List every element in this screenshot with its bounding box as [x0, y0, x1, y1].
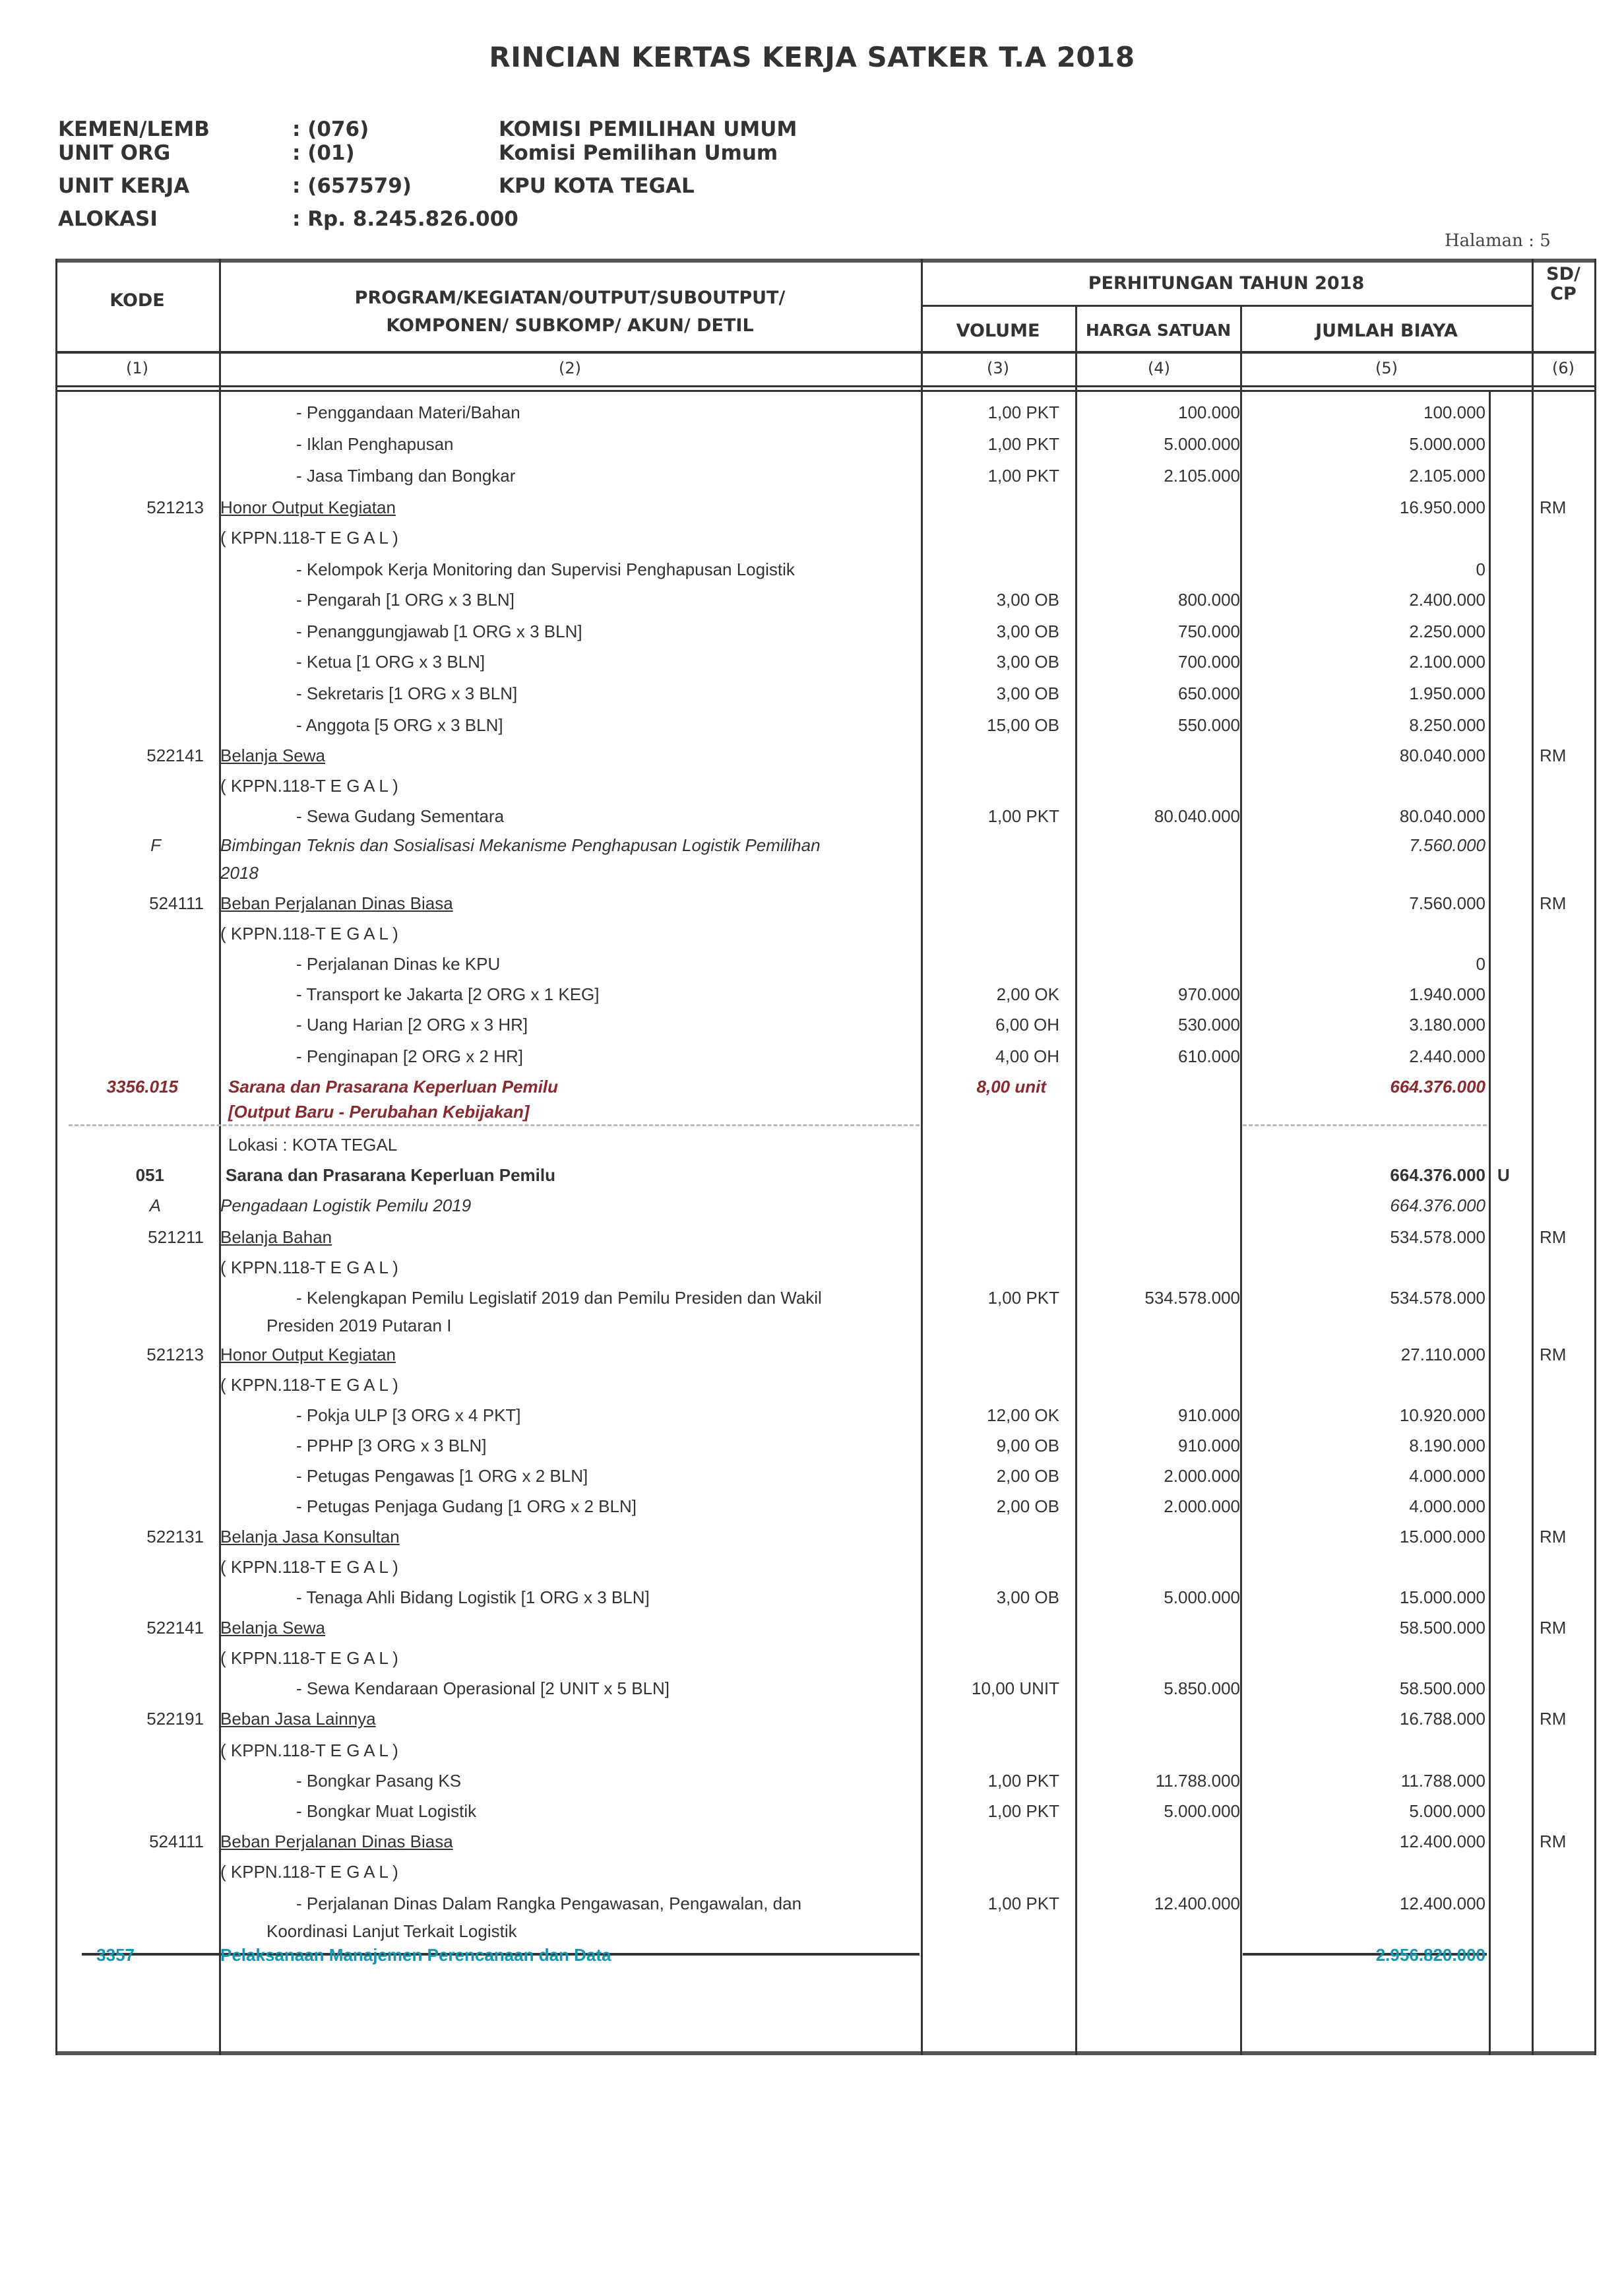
table-row: [55, 740, 1596, 771]
cell-desc: - Penanggungjawab [1 ORG x 3 BLN]: [296, 622, 582, 641]
cell-jumlah: 0: [1476, 559, 1485, 579]
table-row: [55, 461, 1596, 491]
cell-jumlah: 12.400.000: [1399, 1832, 1485, 1851]
cell-desc: Honor Output Kegiatan: [220, 1345, 396, 1364]
cell-jumlah: 2.100.000: [1409, 652, 1485, 672]
cell-desc: - Petugas Pengawas [1 ORG x 2 BLN]: [296, 1466, 588, 1486]
document-title: RINCIAN KERTAS KERJA SATKER T.A 2018: [489, 41, 1135, 73]
table-row: [55, 1673, 1596, 1704]
cell-vol: 3,00 OB: [996, 1587, 1059, 1607]
cell-jumlah: 534.578.000: [1390, 1227, 1485, 1247]
cell-vol: 6,00 OH: [995, 1015, 1059, 1035]
page-separator: :: [1528, 231, 1540, 251]
meta-label: ALOKASI: [58, 207, 158, 231]
cell-kode: 051: [135, 1165, 164, 1185]
table-row: [55, 616, 1596, 647]
colnum-4: (4): [1148, 359, 1170, 377]
table-top-rule: [55, 259, 1596, 263]
cell-desc: - Ketua [1 ORG x 3 BLN]: [296, 652, 485, 672]
cell-harga: 610.000: [1178, 1046, 1240, 1066]
cell-kode: 522191: [146, 1709, 204, 1729]
table-row: [55, 1160, 1596, 1190]
cell-desc: - Bongkar Muat Logistik: [296, 1801, 477, 1821]
cell-vol: 1,00 PKT: [987, 1771, 1059, 1791]
table-row: [55, 1704, 1596, 1734]
cell-jumlah: 664.376.000: [1390, 1165, 1485, 1185]
cell-kode: 522131: [146, 1527, 204, 1547]
cell-harga: 11.788.000: [1155, 1771, 1240, 1791]
table-row: [55, 1222, 1596, 1252]
cell-desc: ( KPPN.118-T E G A L ): [220, 1375, 398, 1395]
cell-harga: 12.400.000: [1154, 1894, 1240, 1913]
table-row: [55, 1009, 1596, 1040]
cell-harga: 5.000.000: [1164, 434, 1240, 454]
table-row: [55, 492, 1596, 523]
table-row: [55, 1766, 1596, 1796]
header-volume: VOLUME: [956, 321, 1040, 341]
cell-jumlah: 16.788.000: [1399, 1709, 1485, 1729]
cell-vol: 1,00 PKT: [987, 402, 1059, 422]
cell-sd: RM: [1540, 1527, 1567, 1547]
cell-desc: - Iklan Penghapusan: [296, 434, 454, 454]
cell-kode: 521211: [148, 1227, 204, 1247]
cell-vol: 12,00 OK: [987, 1405, 1059, 1425]
cell-kode: A: [149, 1196, 161, 1215]
cell-vol: 2,00 OB: [996, 1466, 1059, 1486]
cell-jumlah: 534.578.000: [1390, 1288, 1485, 1308]
cell-desc: ( KPPN.118-T E G A L ): [220, 924, 398, 943]
cell-desc: Sarana dan Prasarana Keperluan Pemilu: [228, 1077, 558, 1097]
cell-vol: 1,00 PKT: [987, 1801, 1059, 1821]
cell-desc: - Sewa Gudang Sementara: [296, 806, 505, 826]
cell-desc: - Pokja ULP [3 ORG x 4 PKT]: [296, 1405, 521, 1425]
table-row: [55, 1461, 1596, 1491]
table-row: [55, 1735, 1596, 1766]
cell-desc: - Kelompok Kerja Monitoring dan Supervisi Penghapusan Logistik: [296, 559, 795, 579]
cell-jumlah: 2.440.000: [1409, 1046, 1485, 1066]
header-sdcp-line2: CP: [1550, 284, 1577, 304]
cell-harga: 5.000.000: [1164, 1587, 1240, 1607]
cell-desc: 2018: [220, 863, 259, 883]
table-row: [55, 1339, 1596, 1370]
cell-jumlah: 15.000.000: [1399, 1527, 1485, 1547]
cell-desc: - Penggandaan Materi/Bahan: [296, 402, 520, 422]
header-jumlah-biaya: JUMLAH BIAYA: [1315, 321, 1458, 341]
cell-desc: Beban Jasa Lainnya: [220, 1709, 376, 1729]
cell-desc: Belanja Bahan: [220, 1227, 332, 1247]
cell-harga: 800.000: [1178, 590, 1240, 610]
table-row: [55, 918, 1596, 949]
cell-desc: Bimbingan Teknis dan Sosialisasi Mekanisme Penghapusan Logistik Pemilihan: [220, 835, 821, 855]
cell-harga: 100.000: [1178, 402, 1240, 422]
table-row: [55, 1370, 1596, 1400]
cell-sd: RM: [1540, 1345, 1567, 1364]
meta-label: KEMEN/LEMB: [58, 117, 210, 141]
cell-desc: - Anggota [5 ORG x 3 BLN]: [296, 715, 503, 735]
table-row: [55, 1310, 1596, 1341]
page-value: 5: [1540, 231, 1551, 251]
meta-name: Komisi Pemilihan Umum: [499, 141, 778, 165]
cell-desc: ( KPPN.118-T E G A L ): [220, 1648, 398, 1668]
cell-desc: Presiden 2019 Putaran I: [266, 1316, 452, 1335]
cell-jumlah: 8.190.000: [1409, 1436, 1485, 1455]
meta-code: : (01): [292, 141, 355, 165]
cell-jumlah: 4.000.000: [1409, 1466, 1485, 1486]
cell-desc: Pengadaan Logistik Pemilu 2019: [220, 1196, 472, 1215]
table-row: [55, 1521, 1596, 1552]
cell-sd: RM: [1540, 893, 1567, 913]
cell-vol: 1,00 PKT: [987, 466, 1059, 486]
table-row: [55, 1612, 1596, 1643]
page-number: [1445, 231, 1551, 251]
cell-vol: 2,00 OB: [996, 1496, 1059, 1516]
table-row: [55, 554, 1596, 585]
cell-vol: 9,00 OB: [996, 1436, 1059, 1455]
colnum-1: (1): [126, 359, 148, 377]
cell-kode: F: [150, 835, 161, 855]
cell-jumlah: 16.950.000: [1399, 497, 1485, 517]
cell-jumlah: 15.000.000: [1399, 1587, 1485, 1607]
cell-desc: Belanja Sewa: [220, 746, 325, 765]
table-row: [55, 397, 1596, 428]
cell-kode: 3356.015: [106, 1077, 178, 1097]
cell-harga: 2.000.000: [1164, 1496, 1240, 1516]
header-sub-rule: [921, 305, 1532, 307]
cell-sd: RM: [1540, 1709, 1567, 1729]
cell-harga: 80.040.000: [1154, 806, 1240, 826]
cell-harga: 534.578.000: [1144, 1288, 1240, 1308]
cell-desc: - Sekretaris [1 ORG x 3 BLN]: [296, 684, 518, 703]
cell-jumlah: 7.560.000: [1409, 835, 1485, 855]
cell-desc: Beban Perjalanan Dinas Biasa: [220, 1832, 453, 1851]
table-row: [55, 771, 1596, 801]
cell-desc: ( KPPN.118-T E G A L ): [220, 1258, 398, 1277]
meta-label: UNIT ORG: [58, 141, 171, 165]
cell-jumlah: 2.250.000: [1409, 622, 1485, 641]
cell-desc: Belanja Sewa: [220, 1618, 325, 1638]
cell-jumlah: 3.180.000: [1409, 1015, 1485, 1035]
table-row: [55, 1857, 1596, 1887]
cell-jumlah: 4.000.000: [1409, 1496, 1485, 1516]
cell-harga: 910.000: [1178, 1405, 1240, 1425]
table-row: [55, 1041, 1596, 1071]
table-row: [55, 830, 1596, 860]
colnum-bottom-rule: [55, 385, 1596, 387]
cell-jumlah: 58.500.000: [1399, 1618, 1485, 1638]
cell-kode: 3357: [96, 1945, 135, 1965]
cell-desc: Koordinasi Lanjut Terkait Logistik: [266, 1921, 517, 1941]
cell-desc: Belanja Jasa Konsultan: [220, 1527, 400, 1547]
table-row: [55, 1097, 1596, 1127]
cell-kode: 524111: [149, 893, 204, 913]
budget-table: [55, 259, 1596, 2055]
table-row: [55, 1940, 1596, 1970]
cell-harga: 530.000: [1178, 1015, 1240, 1035]
table-row: [55, 1888, 1596, 1919]
table-row: [55, 1796, 1596, 1826]
cell-harga: 5.850.000: [1164, 1678, 1240, 1698]
table-row: [55, 949, 1596, 979]
cell-desc: Pelaksanaan Manajemen Perencanaan dan Data: [220, 1945, 611, 1965]
table-row: [55, 710, 1596, 740]
cell-kode: 522141: [146, 746, 204, 765]
cell-sd: RM: [1540, 1618, 1567, 1638]
table-row: [55, 678, 1596, 709]
table-row: [55, 1190, 1596, 1221]
cell-desc: - Petugas Penjaga Gudang [1 ORG x 2 BLN]: [296, 1496, 637, 1516]
table-row: [55, 1283, 1596, 1313]
cell-desc: Sarana dan Prasarana Keperluan Pemilu: [226, 1165, 555, 1185]
cell-harga: 700.000: [1178, 652, 1240, 672]
colnum-2: (2): [559, 359, 581, 377]
cell-jumlah: 7.560.000: [1409, 893, 1485, 913]
cell-harga: 750.000: [1178, 622, 1240, 641]
meta-name: KOMISI PEMILIHAN UMUM: [499, 117, 797, 141]
cell-vol: 10,00 UNIT: [972, 1678, 1059, 1698]
table-row: [55, 801, 1596, 831]
cell-vol: 3,00 OB: [996, 684, 1059, 703]
cell-jumlah: 5.000.000: [1409, 434, 1485, 454]
colnum-6: (6): [1552, 359, 1575, 377]
table-row: [55, 888, 1596, 918]
header-perhitungan: PERHITUNGAN TAHUN 2018: [1088, 273, 1365, 294]
cell-jumlah: 1.940.000: [1409, 984, 1485, 1004]
cell-vol: 3,00 OB: [996, 590, 1059, 610]
meta-code: : (657579): [292, 174, 412, 198]
cell-vol: 3,00 OB: [996, 622, 1059, 641]
cell-desc: [Output Baru - Perubahan Kebijakan]: [228, 1102, 530, 1122]
header-program-line2: KOMPONEN/ SUBKOMP/ AKUN/ DETIL: [386, 315, 754, 336]
cell-kode: 524111: [149, 1832, 204, 1851]
colnum-bottom-rule-2: [55, 390, 1596, 392]
table-row: [55, 1430, 1596, 1461]
cell-jumlah: 8.250.000: [1409, 715, 1485, 735]
cell-desc: ( KPPN.118-T E G A L ): [220, 1557, 398, 1577]
cell-jumlah: 2.105.000: [1409, 466, 1485, 486]
table-row: [55, 429, 1596, 459]
colnum-3: (3): [987, 359, 1009, 377]
cell-jumlah: 100.000: [1423, 402, 1485, 422]
cell-vol: 1,00 PKT: [987, 1894, 1059, 1913]
meta-label: UNIT KERJA: [58, 174, 190, 198]
cell-vol: 1,00 PKT: [987, 1288, 1059, 1308]
cell-vol: 3,00 OB: [996, 652, 1059, 672]
header-program-line1: PROGRAM/KEGIATAN/OUTPUT/SUBOUTPUT/: [354, 288, 786, 308]
cell-jumlah: 80.040.000: [1399, 806, 1485, 826]
cell-desc: ( KPPN.118-T E G A L ): [220, 1740, 398, 1760]
cell-jumlah: 0: [1476, 954, 1485, 974]
cell-desc: - Sewa Kendaraan Operasional [2 UNIT x 5 BLN]: [296, 1678, 670, 1698]
cell-kode: 522141: [146, 1618, 204, 1638]
cell-harga: 650.000: [1178, 684, 1240, 703]
cell-jumlah: 27.110.000: [1400, 1345, 1485, 1364]
cell-desc: ( KPPN.118-T E G A L ): [220, 776, 398, 796]
cell-harga: 2.105.000: [1164, 466, 1240, 486]
cell-sd: RM: [1540, 1227, 1567, 1247]
table-row: [55, 1582, 1596, 1612]
cell-jumlah: 2.400.000: [1409, 590, 1485, 610]
cell-jumlah: 11.788.000: [1400, 1771, 1485, 1791]
cell-desc: ( KPPN.118-T E G A L ): [220, 528, 398, 548]
cell-desc: - Perjalanan Dinas ke KPU: [296, 954, 501, 974]
cell-u: U: [1497, 1165, 1510, 1185]
table-row: [55, 523, 1596, 553]
colnum-5: (5): [1375, 359, 1398, 377]
page-label: Halaman: [1445, 231, 1523, 251]
cell-jumlah: 5.000.000: [1409, 1801, 1485, 1821]
cell-jumlah: 1.950.000: [1409, 684, 1485, 703]
cell-jumlah: 80.040.000: [1399, 746, 1485, 765]
table-row: [55, 979, 1596, 1009]
cell-desc: - Tenaga Ahli Bidang Logistik [1 ORG x 3 BLN]: [296, 1587, 650, 1607]
cell-desc: - Kelengkapan Pemilu Legislatif 2019 dan Pemilu Presiden dan Wakil: [296, 1288, 822, 1308]
cell-desc: Lokasi : KOTA TEGAL: [228, 1135, 398, 1155]
cell-sd: RM: [1540, 746, 1567, 765]
cell-desc: - Pengarah [1 ORG x 3 BLN]: [296, 590, 515, 610]
table-row: [55, 1643, 1596, 1673]
meta-name: KPU KOTA TEGAL: [499, 174, 695, 198]
table-row: [55, 1130, 1596, 1160]
table-row: [55, 1400, 1596, 1430]
table-row: [55, 647, 1596, 677]
cell-desc: - PPHP [3 ORG x 3 BLN]: [296, 1436, 487, 1455]
cell-kode: 521213: [146, 497, 204, 517]
cell-desc: Beban Perjalanan Dinas Biasa: [220, 893, 453, 913]
table-row: [55, 1552, 1596, 1582]
cell-harga: 550.000: [1178, 715, 1240, 735]
cell-harga: 2.000.000: [1164, 1466, 1240, 1486]
table-row: [55, 858, 1596, 888]
table-row: [55, 1252, 1596, 1283]
cell-sd: RM: [1540, 1832, 1567, 1851]
meta-code: : (076): [292, 117, 369, 141]
cell-desc: - Uang Harian [2 ORG x 3 HR]: [296, 1015, 528, 1035]
cell-desc: - Jasa Timbang dan Bongkar: [296, 466, 516, 486]
cell-sd: RM: [1540, 497, 1567, 517]
cell-jumlah: 58.500.000: [1399, 1678, 1485, 1698]
header-bottom-rule: [55, 351, 1596, 354]
cell-vol: 15,00 OB: [987, 715, 1059, 735]
header-harga-satuan: HARGA SATUAN: [1085, 321, 1232, 340]
cell-desc: - Transport ke Jakarta [2 ORG x 1 KEG]: [296, 984, 600, 1004]
cell-vol: 2,00 OK: [996, 984, 1059, 1004]
cell-kode: 521213: [146, 1345, 204, 1364]
cell-vol: 8,00 unit: [976, 1077, 1046, 1097]
cell-jumlah: 664.376.000: [1390, 1077, 1485, 1097]
cell-vol: 4,00 OH: [995, 1046, 1059, 1066]
cell-jumlah: 664.376.000: [1390, 1196, 1485, 1215]
table-row: [55, 585, 1596, 615]
cell-desc: Honor Output Kegiatan: [220, 497, 396, 517]
header-kode: KODE: [109, 290, 165, 311]
cell-harga: 970.000: [1178, 984, 1240, 1004]
table-row: [55, 1491, 1596, 1521]
cell-jumlah: 10.920.000: [1399, 1405, 1485, 1425]
cell-desc: - Penginapan [2 ORG x 2 HR]: [296, 1046, 523, 1066]
cell-jumlah: 12.400.000: [1399, 1894, 1485, 1913]
table-row: [55, 1826, 1596, 1857]
cell-harga: 5.000.000: [1164, 1801, 1240, 1821]
cell-vol: 1,00 PKT: [987, 434, 1059, 454]
cell-desc: - Bongkar Pasang KS: [296, 1771, 462, 1791]
table-bottom-rule: [55, 2051, 1596, 2055]
cell-desc: - Perjalanan Dinas Dalam Rangka Pengawasan, Pengawalan, dan: [296, 1894, 802, 1913]
cell-vol: 1,00 PKT: [987, 806, 1059, 826]
cell-desc: ( KPPN.118-T E G A L ): [220, 1862, 398, 1882]
header-sdcp-line1: SD/: [1546, 264, 1580, 284]
meta-code: : Rp. 8.245.826.000: [292, 207, 518, 231]
cell-harga: 910.000: [1178, 1436, 1240, 1455]
cell-jumlah: 2.956.820.000: [1375, 1945, 1485, 1965]
